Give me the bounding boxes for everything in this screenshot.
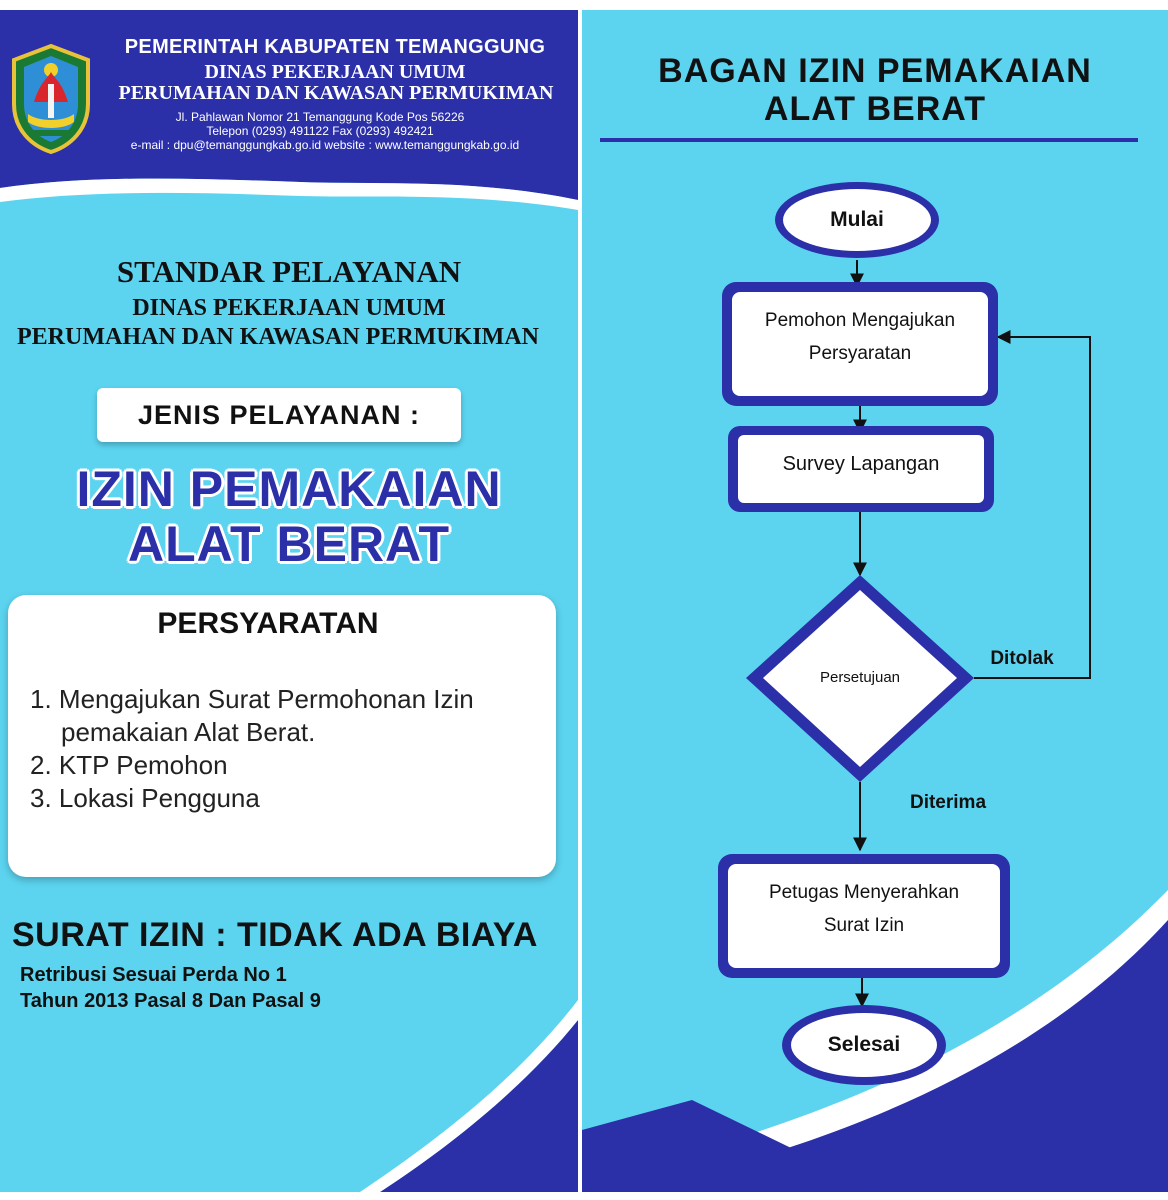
standard-subtitle-2: PERUMAHAN DAN KAWASAN PERMUKIMAN [17, 324, 539, 350]
end-label: Selesai [827, 1033, 901, 1056]
address-text: Jl. Pahlawan Nomor 21 Temanggung Kode Pos 56226 [175, 110, 465, 124]
standard-subtitle-1: DINAS PEKERJAAN UMUM [132, 295, 446, 321]
service-title-line2: ALAT BERAT [128, 516, 450, 572]
requirements-title: PERSYARATAN [157, 607, 379, 640]
step2-label: Survey Lapangan [782, 453, 940, 475]
standard-title: STANDAR PELAYANAN [116, 254, 462, 289]
contact-text: e-mail : dpu@temanggungkab.go.id website : www.temanggungkab.go.id [130, 138, 520, 152]
service-type-label: JENIS PELAYANAN : [97, 388, 461, 442]
start-label: Mulai [830, 208, 884, 231]
requirements-card [8, 595, 556, 877]
flow-title-line2: ALAT BERAT [763, 90, 987, 128]
agency-subname: PERUMAHAN DAN KAWASAN PERMUKIMAN [118, 82, 554, 104]
step1-label-line1: Pemohon Mengajukan [764, 310, 956, 331]
flow-title-line1: BAGAN IZIN PEMAKAIAN [658, 52, 1092, 90]
flowchart-canvas [582, 10, 1168, 1192]
rejected-label: Ditolak [990, 648, 1054, 669]
phone-text: Telepon (0293) 491122 Fax (0293) 492421 [206, 124, 434, 138]
service-title-line1: IZIN PEMAKAIAN [76, 461, 502, 517]
left-panel [0, 10, 578, 1192]
agency-name: DINAS PEKERJAAN UMUM [204, 61, 466, 83]
decision-label: Persetujuan [819, 669, 901, 686]
right-panel [582, 10, 1168, 1192]
requirement-item-1-cont: pemakaian Alat Berat. [61, 717, 316, 747]
fee-title: SURAT IZIN : TIDAK ADA BIAYA [12, 916, 538, 954]
fee-note-line1: Retribusi Sesuai Perda No 1 [20, 964, 287, 986]
requirement-item-3: 3. Lokasi Pengguna [30, 783, 260, 813]
org-name: PEMERINTAH KABUPATEN TEMANGGUNG [124, 36, 546, 58]
fee-note-line2: Tahun 2013 Pasal 8 Dan Pasal 9 [20, 990, 321, 1012]
step1-label-line2: Persyaratan [808, 343, 912, 364]
requirement-item-2: 2. KTP Pemohon [30, 750, 228, 780]
accepted-label: Diterima [909, 792, 987, 813]
step3-label-line2: Surat Izin [823, 915, 905, 936]
step3-label-line1: Petugas Menyerahkan [768, 882, 960, 903]
requirement-item-1: 1. Mengajukan Surat Permohonan Izin [30, 684, 474, 714]
